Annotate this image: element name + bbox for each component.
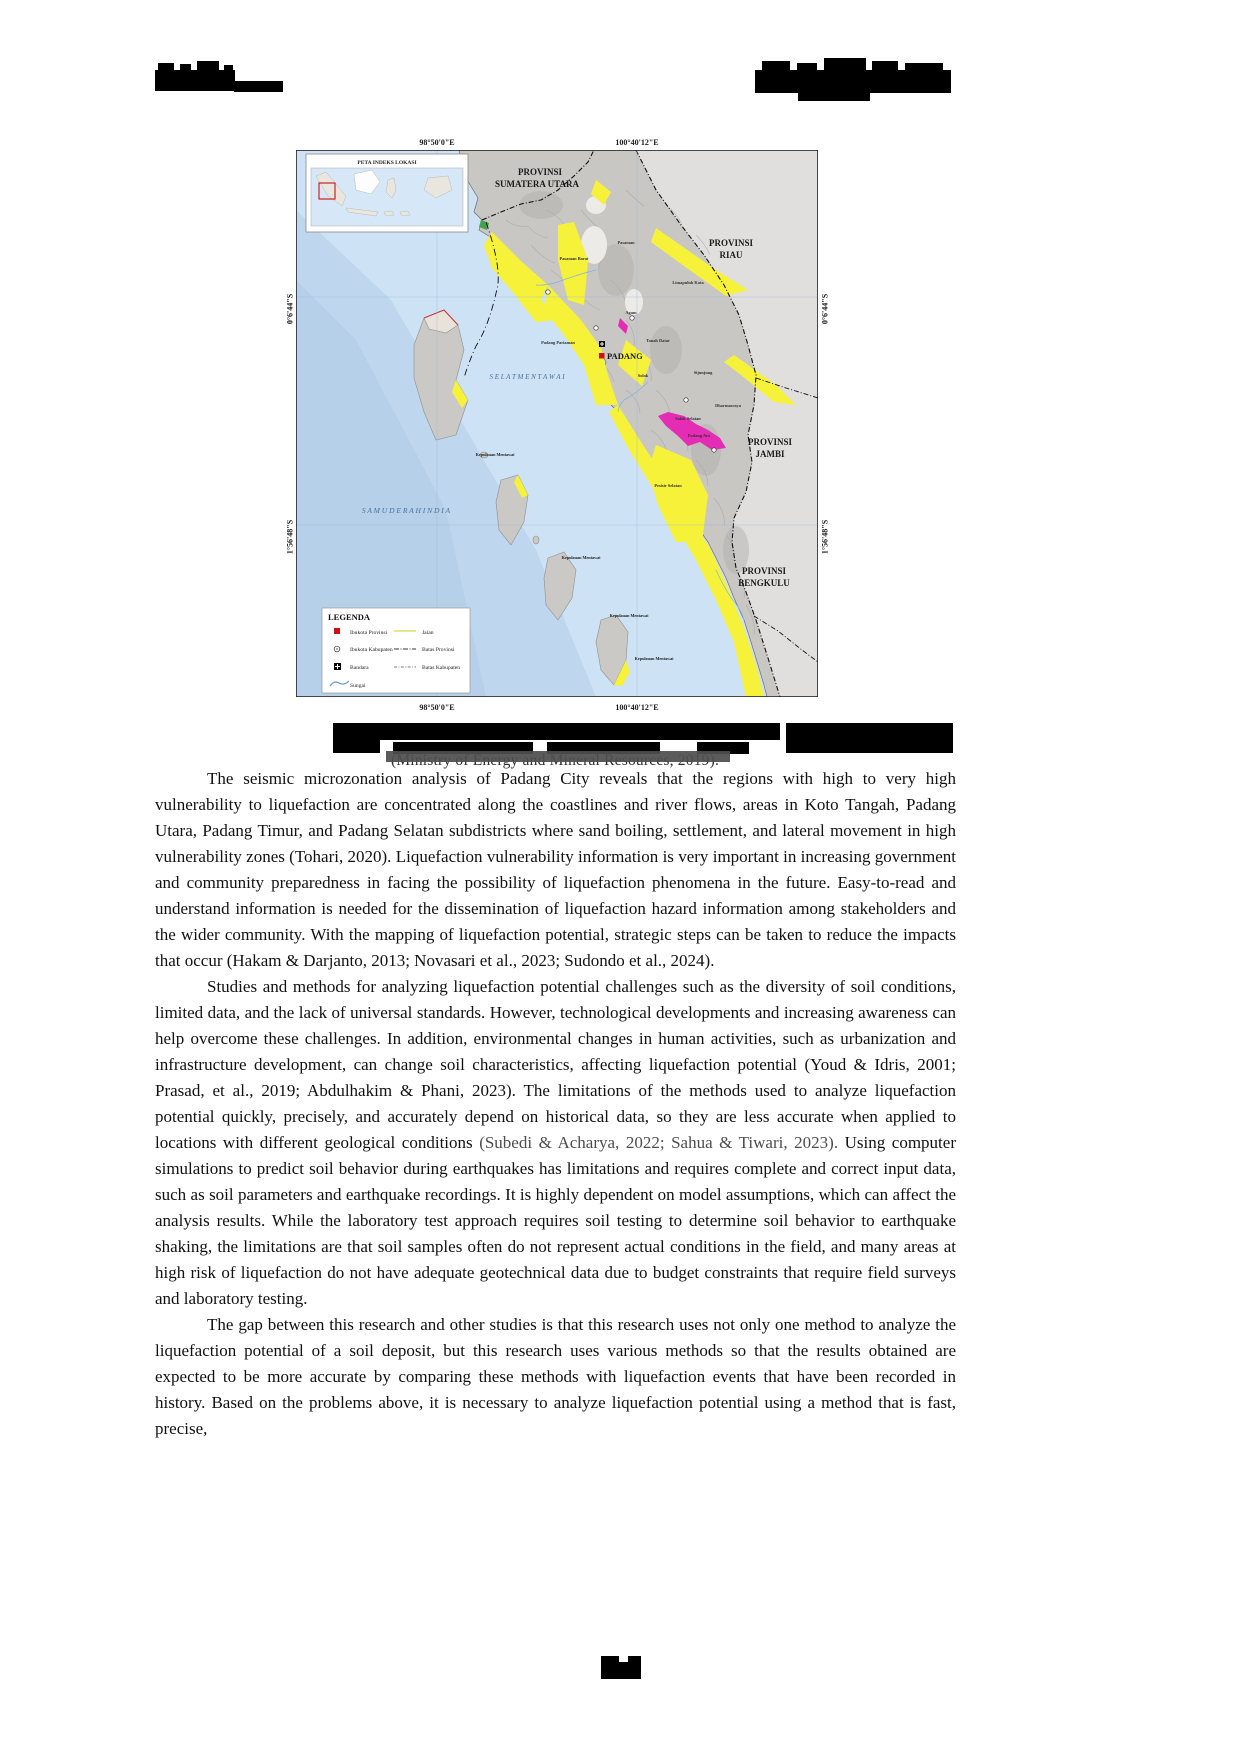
padang-capital-marker bbox=[599, 353, 605, 359]
inset-title: PETA INDEKS LOKASI bbox=[357, 160, 417, 166]
padang-label: PADANG bbox=[607, 351, 643, 361]
svg-text:Jalan: Jalan bbox=[422, 630, 434, 636]
paragraph-1-text: The seismic microzonation analysis of Padang City reveals that the regions with high to very high vulnerability to liquefaction are concentrated along the coastlines and river flows, areas in Koto Tangah, Padang Utara, Padang Timur, and Padang Selatan subdistricts where sand boiling, settlement, and lateral movement in high vulnerability zones (Tohari, 2020). Liquefaction vulnerability information is very important in increasing government and community preparedness in facing the possibility of liquefaction phenomena in the future. Easy-to-read and understand information is needed for the dissemination of liquefaction hazard information among stakeholders and the wider community. With the mapping of liquefaction potential, strategic steps can be taken to reduce the impacts that occur (Hakam & Darjanto, 2013; Novasari et al., 2023; Sudondo et al., 2024). bbox=[155, 769, 956, 970]
axis-bottom-lon-left: 98°50'0"E bbox=[419, 703, 455, 712]
svg-text:Tanah Datar: Tanah Datar bbox=[646, 338, 670, 343]
map-figure bbox=[285, 138, 830, 718]
svg-text:Batas Provinsi: Batas Provinsi bbox=[422, 647, 455, 653]
svg-text:Kepulauan Mentawai: Kepulauan Mentawai bbox=[634, 656, 674, 661]
paragraph-2-text: Studies and methods for analyzing liquefaction potential challenges such as the diversity of soil conditions, limited data, and the lack of universal standards. However, technological developments and increasing awareness can help overcome these challenges. In addition, environmental changes in human activities, such as urbanization and infrastructure development, can change soil characteristics, affecting liquefaction potential (Youd & Idris, 2001; Prasad, et al., 2019; Abdulhakim & Phani, 2023). The limitations of the methods used to analyze liquefaction potential quickly, precisely, and accurately depend on historical data, so they are less accurate when applied to locations with different geological conditions bbox=[155, 977, 956, 1152]
axis-right-lat-upper: 0°6'44"S bbox=[820, 293, 830, 325]
legend-airport-icon bbox=[334, 663, 341, 670]
airport-icon bbox=[599, 341, 605, 347]
citation-subedi-sahua: (Subedi & Acharya, 2022; Sahua & Tiwari, 2023). bbox=[479, 1133, 839, 1152]
article-body bbox=[155, 766, 956, 1442]
axis-left-lat-upper: 0°6'44"S bbox=[285, 293, 295, 325]
svg-text:S E L A T M E N T A W A I: S E L A T M E N T A W A I bbox=[489, 373, 565, 381]
svg-text:PROVINSI: PROVINSI bbox=[517, 167, 563, 177]
svg-text:Padang Pariaman: Padang Pariaman bbox=[541, 340, 575, 345]
paragraph-3-text: The gap between this research and other studies is that this research uses not only one method to analyze the liquefaction potential of a soil deposit, but this research uses various methods so that the results obtained are expected to be more accurate by comparing these methods with liquefaction events that have been recorded in history. Based on the problems above, it is necessary to analyze liquefaction potential using a method that is fast, precise, bbox=[155, 1315, 956, 1438]
svg-text:Dharmasraya: Dharmasraya bbox=[715, 403, 741, 408]
svg-text:JAMBI: JAMBI bbox=[755, 449, 785, 459]
svg-text:BENGKULU: BENGKULU bbox=[738, 578, 790, 588]
svg-text:Padang Aro: Padang Aro bbox=[687, 433, 711, 438]
svg-text:Agam: Agam bbox=[625, 310, 637, 315]
svg-text:Kepulauan Mentawai: Kepulauan Mentawai bbox=[609, 613, 649, 618]
svg-text:RIAU: RIAU bbox=[719, 250, 743, 260]
map-legend bbox=[322, 608, 470, 693]
axis-bottom-lon-right: 100°40'12"E bbox=[615, 703, 659, 712]
svg-text:Kepulauan Mentawai: Kepulauan Mentawai bbox=[475, 452, 515, 457]
svg-text:PROVINSI: PROVINSI bbox=[741, 566, 787, 576]
svg-text:Solok: Solok bbox=[637, 373, 649, 378]
svg-text:Ibukota Provinsi: Ibukota Provinsi bbox=[350, 630, 388, 636]
svg-text:Limapuluh Kota: Limapuluh Kota bbox=[672, 280, 704, 285]
paragraph-3 bbox=[155, 1312, 956, 1442]
svg-text:PROVINSI: PROVINSI bbox=[708, 238, 754, 248]
svg-text:Pesisir Selatan: Pesisir Selatan bbox=[654, 483, 682, 488]
paragraph-2-text-cont: Using computer simulations to predict soil behavior during earthquakes has limitations and requires complete and correct input data, such as soil parameters and earthquake recordings. It is highly dependent on model assumptions, which can affect the analysis results. While the laboratory test approach requires soil testing to determine soil behavior to earthquake shaking, the limitations are that soil samples often do not represent actual conditions in the field, and many areas at high risk of liquefaction do not have adequate geotechnical data due to budget constraints that require field surveys and laboratory testing. bbox=[155, 1133, 956, 1308]
caption-partial-redaction bbox=[386, 751, 730, 762]
svg-text:PROVINSI: PROVINSI bbox=[747, 437, 793, 447]
axis-top-lon-right: 100°40'12"E bbox=[615, 138, 659, 147]
axis-top-lon-left: 98°50'0"E bbox=[419, 138, 455, 147]
svg-text:SUMATERA UTARA: SUMATERA UTARA bbox=[495, 179, 579, 189]
svg-text:Pasaman: Pasaman bbox=[617, 240, 635, 245]
inset-map bbox=[306, 154, 468, 232]
svg-text:Sungai: Sungai bbox=[350, 683, 366, 689]
map-canvas bbox=[296, 150, 818, 697]
svg-text:Ibukota Kabupaten: Ibukota Kabupaten bbox=[350, 647, 393, 653]
svg-text:Pasaman Barat: Pasaman Barat bbox=[559, 256, 589, 261]
paragraph-1 bbox=[155, 766, 956, 974]
page-number-notch bbox=[619, 1656, 628, 1662]
svg-text:Bandara: Bandara bbox=[350, 665, 369, 671]
paragraph-2 bbox=[155, 974, 956, 1312]
axis-left-lat-lower: 1°56'48"S bbox=[285, 519, 295, 555]
svg-text:S A M U D E R A H I N D I A: S A M U D E R A H I N D I A bbox=[361, 506, 451, 515]
legend-title: LEGENDA bbox=[328, 612, 371, 622]
svg-text:Solok Selatan: Solok Selatan bbox=[675, 416, 701, 421]
legend-red-square-icon bbox=[334, 628, 340, 634]
svg-text:Sijunjung: Sijunjung bbox=[693, 370, 713, 375]
svg-text:Kepulauan Mentawai: Kepulauan Mentawai bbox=[561, 555, 601, 560]
axis-right-lat-lower: 1°56'48"S bbox=[820, 519, 830, 555]
svg-text:Batas Kabupaten: Batas Kabupaten bbox=[422, 665, 461, 671]
